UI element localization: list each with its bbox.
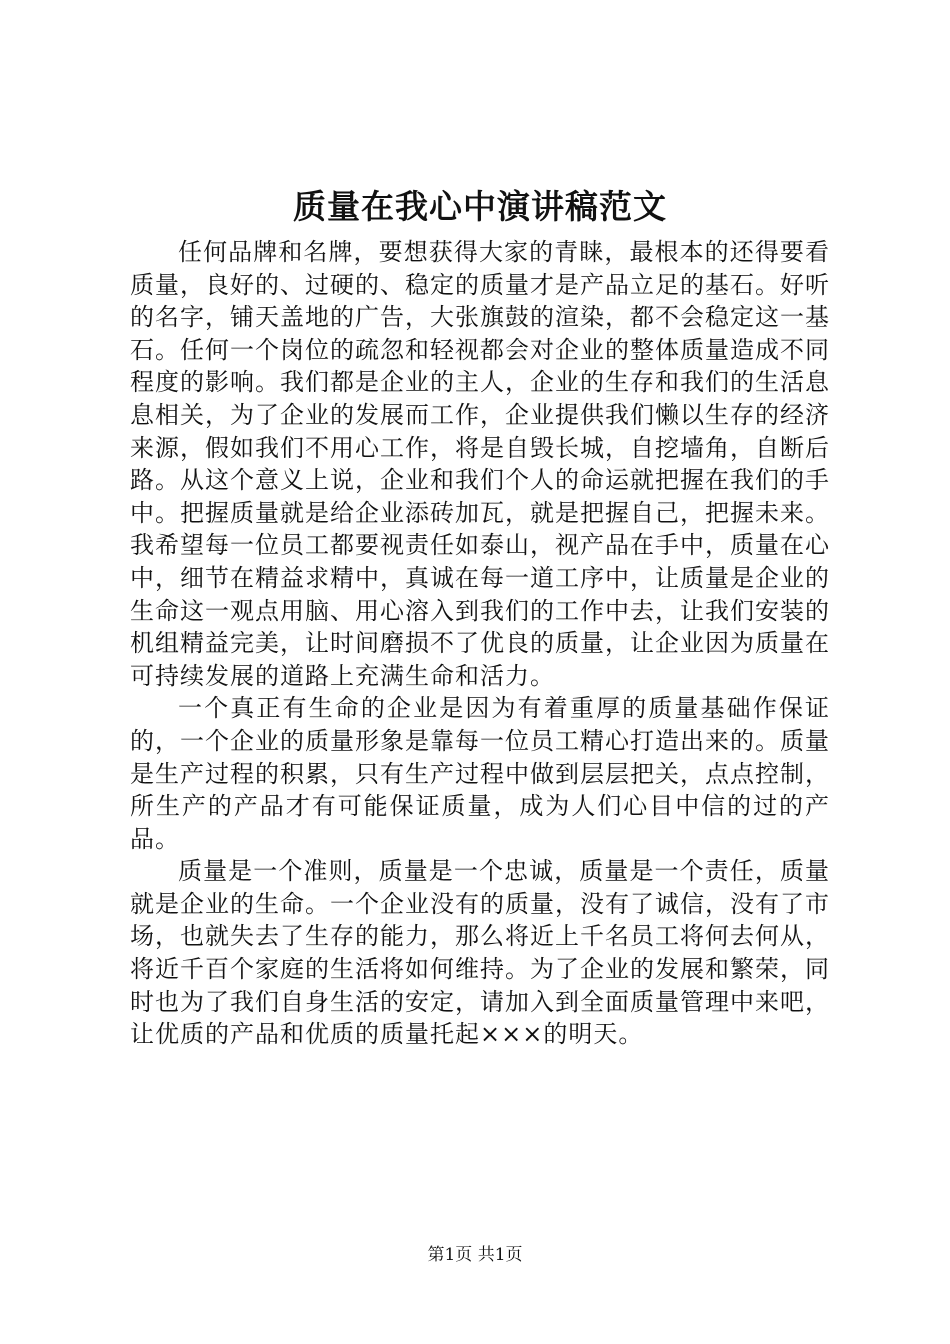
- body-paragraph-1: 任何品牌和名牌，要想获得大家的青睐，最根本的还得要看质量，良好的、过硬的、稳定的质量才是产品立足的基石。好听的名字，铺天盖地的广告，大张旗鼓的渲染，都不会稳定这一基石。任何一个岗位的疏忽和轻视都会对企业的整体质量造成不同程度的影响。我们都是企业的主人，企业的生存和我们的生活息息相关，为了企业的发展而工作，企业提供我们懒以生存的经济来源，假如我们不用心工作，将是自毁长城，自挖墙角，自断后路。从这个意义上说，企业和我们个人的命运就把握在我们的手中。把握质量就是给企业添砖加瓦，就是把握自己，把握未来。我希望每一位员工都要视责任如泰山，视产品在手中，质量在心中，细节在精益求精中，真诚在每一道工序中，让质量是企业的生命这一观点用脑、用心溶入到我们的工作中去，让我们安装的机组精益完美，让时间磨损不了优良的质量，让企业因为质量在可持续发展的道路上充满生命和活力。: [130, 238, 830, 690]
- body-paragraph-3: 质量是一个准则，质量是一个忠诚，质量是一个责任，质量就是企业的生命。一个企业没有的质量，没有了诚信，没有了市场，也就失去了生存的能力，那么将近上千名员工将何去何从，将近千百个家庭的生活将如何维持。为了企业的发展和繁荣，同时也为了我们自身生活的安定，请加入到全面质量管理中来吧，让优质的产品和优质的质量托起×××的明天。: [130, 857, 830, 1049]
- document-title: 质量在我心中演讲稿范文: [293, 187, 667, 226]
- document-body: [130, 236, 830, 1051]
- body-paragraph-2: 一个真正有生命的企业是因为有着重厚的质量基础作保证的，一个企业的质量形象是靠每一位员工精心打造出来的。质量是生产过程的积累，只有生产过程中做到层层把关，点点控制，所生产的产品才有可能保证质量，成为人们心目中信的过的产品。: [130, 694, 830, 853]
- page-footer: 第1页 共1页: [427, 1245, 523, 1265]
